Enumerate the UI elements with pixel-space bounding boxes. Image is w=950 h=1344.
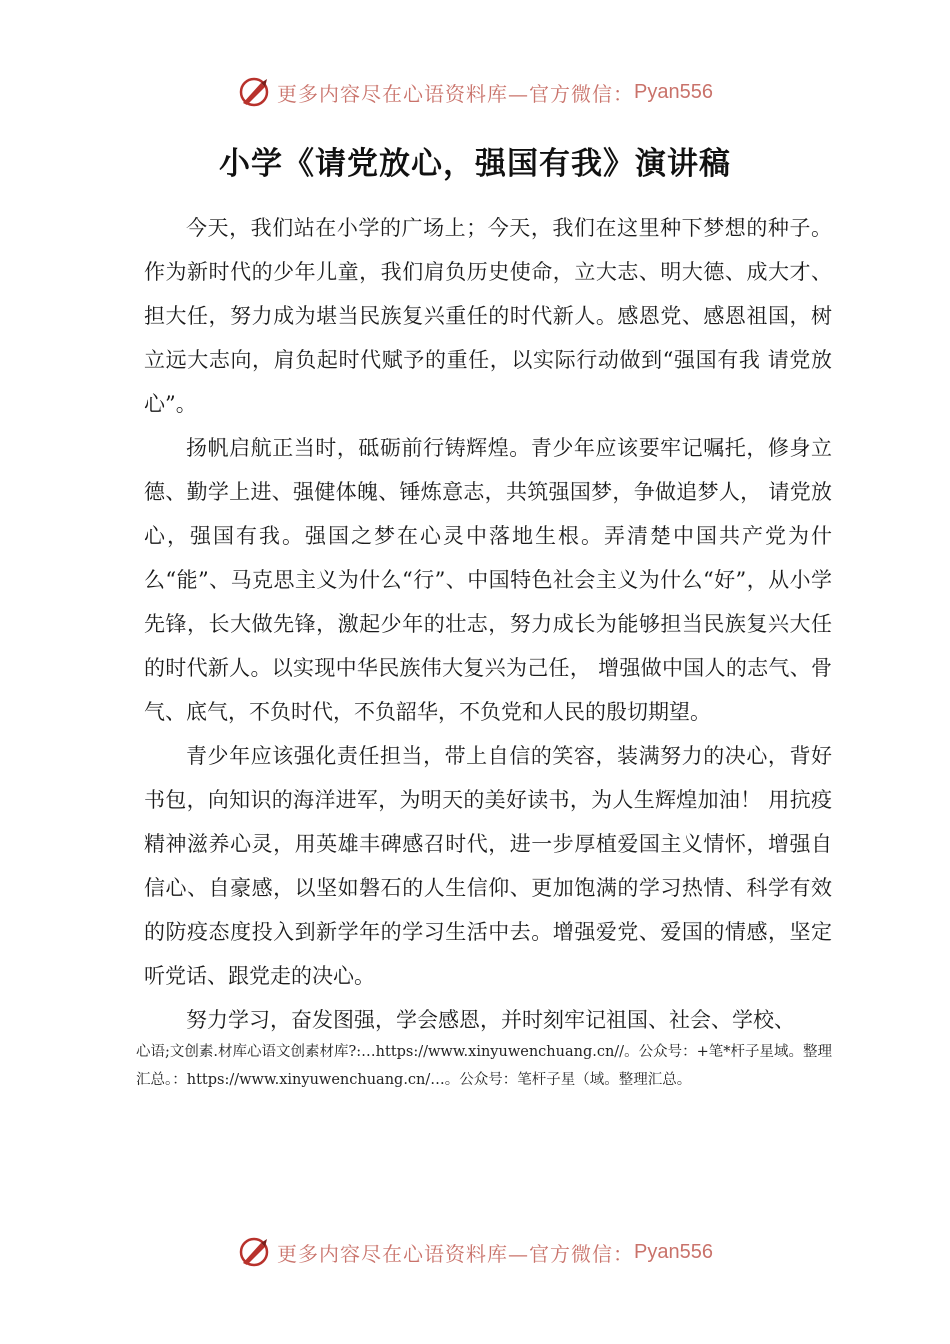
paragraph-2: 扬帆启航正当时，砥砺前行铸辉煌。青少年应该要牢记嘱托，修身立德、勤学上进、强健体魄、锤炼意志，共筑强国梦，争做追梦人， 请党放心，强国有我。强国之梦在心灵中落地生根。弄清楚中国共产党为什么“能”、马克思主义为什么“行”、中国特色社会主义为什么“好”，从小学先锋，长大做先锋，激起少年的壮志，努力成长为能够担当民族复兴大任的时代新人。以实现中华民族伟大复兴为己任， 增强做中国人的志气、骨气、底气，不负时代，不负韶华，不负党和人民的殷切期望。 [144, 436, 832, 724]
source-footnote: 心语;文创素.材库心语文创素材库?:…https://www.xinyuwenchuang.cn//。公众号：+笔*杆子星域。整理汇总。：https://www.xinyuwenchuang.cn/…。公众号：笔杆子星（域。整理汇总。 [136, 1044, 832, 1088]
pen-logo-icon [237, 1235, 271, 1269]
header-banner [0, 72, 950, 112]
paragraph-4: 努力学习，奋发图强，学会感恩，并时刻牢记祖国、社会、学校、 [186, 1008, 795, 1032]
header-banner-text: 更多内容尽在心语资料库—官方微信： [277, 81, 635, 106]
pen-logo-icon [237, 75, 271, 109]
paragraph-3: 青少年应该强化责任担当，带上自信的笑容，装满努力的决心，背好书包，向知识的海洋进军，为明天的美好读书，为人生辉煌加油！ 用抗疫精神滋养心灵，用英雄丰碑感召时代，进一步厚植爱国主义情怀，增强自信心、自豪感，以坚如磐石的人生信仰、更加饱满的学习热情、科学有效的防疫态度投入到新学年的学习生活中去。增强爱党、爱国的情感，坚定听党话、跟党走的决心。 [144, 744, 832, 988]
document-title: 小学《请党放心，强国有我》演讲稿 [219, 146, 731, 182]
speech-body [144, 206, 832, 1042]
footer-wechat-id: Pyan556 [634, 1240, 713, 1263]
header-wechat-id: Pyan556 [634, 80, 713, 103]
footer-banner [0, 1232, 950, 1272]
footer-banner-text: 更多内容尽在心语资料库—官方微信： [277, 1241, 635, 1266]
paragraph-1: 今天，我们站在小学的广场上；今天，我们在这里种下梦想的种子。作为新时代的少年儿童，我们肩负历史使命，立大志、明大德、成大才、担大任，努力成为堪当民族复兴重任的时代新人。感恩党、感恩祖国，树立远大志向，肩负起时代赋予的重任，以实际行动做到“强国有我 请党放心”。 [144, 216, 832, 416]
